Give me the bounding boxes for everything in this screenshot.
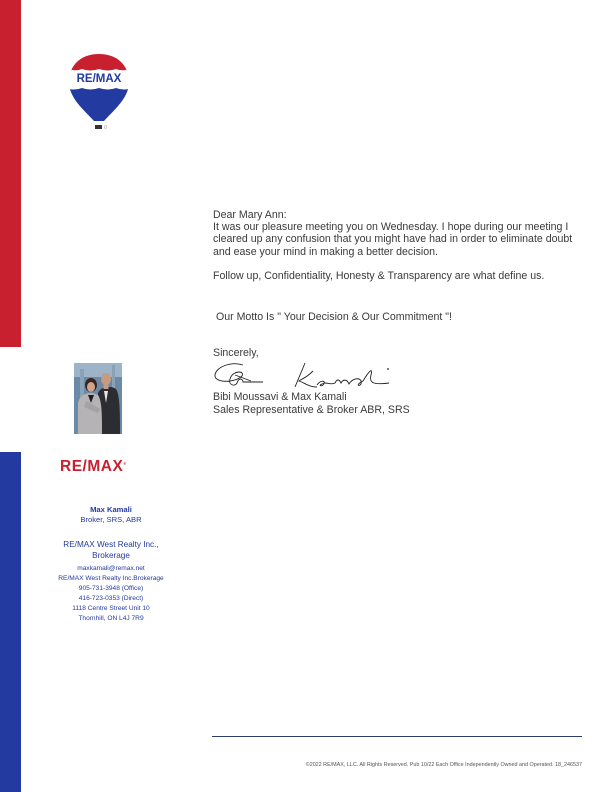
signer-names: Bibi Moussavi & Max Kamali [213,391,347,404]
agent-title: Broker, SRS, ABR [80,515,142,524]
contact-block [21,564,201,624]
address-street: 1118 Centre Street Unit 10 [72,605,150,612]
registered-mark: ® [123,461,127,466]
red-side-stripe [0,0,21,347]
balloon-red-band [66,52,132,71]
agent-name: Max Kamali [90,505,132,514]
registered-mark-icon [104,126,107,129]
footer-legal-text: ©2022 RE/MAX, LLC. All Rights Reserved. Pub 10/22 Each Office Independently Owned and Operated. 18_246537 [305,762,582,768]
office-block [21,540,201,561]
brokerage-name: RE/MAX West Realty Inc.Brokerage [58,575,164,582]
signature-image [213,357,398,393]
signer-titles: Sales Representative & Broker ABR, SRS [213,403,410,416]
remax-wordmark-text: RE/MAX [60,458,124,475]
footer-divider [212,736,582,737]
agent-email-link[interactable]: maxkamali@remax.net [77,565,145,572]
phone-office: 905-731-3948 (Office) [78,585,144,592]
motto: Our Motto Is " Your Decision & Our Commitment "! [216,311,452,324]
blue-side-stripe [0,452,21,792]
phone-direct: 416-723-0353 (Direct) [78,595,144,602]
salutation: Dear Mary Ann: [213,209,287,221]
balloon-basket [95,125,102,129]
office-type: Brokerage [92,550,130,560]
letter-body [213,209,573,416]
address-city: Thornhill, ON L4J 7R9 [78,615,144,622]
letter-paragraph-2: Follow up, Confidentiality, Honesty & Transparency are what define us. [213,269,545,282]
agent-photo [74,363,122,434]
letter-paragraph-1: It was our pleasure meeting you on Wednesday. I hope during our meeting I cleared up any confusion that you might have had in order to eliminate doubt and ease your mind in making a better decision. [213,221,573,258]
remax-balloon-logo [66,52,132,134]
closing: Sincerely, [213,347,259,360]
remax-wordmark-logo [60,458,136,476]
balloon-label: RE/MAX [76,73,122,85]
office-name: RE/MAX West Realty Inc., [63,540,159,549]
